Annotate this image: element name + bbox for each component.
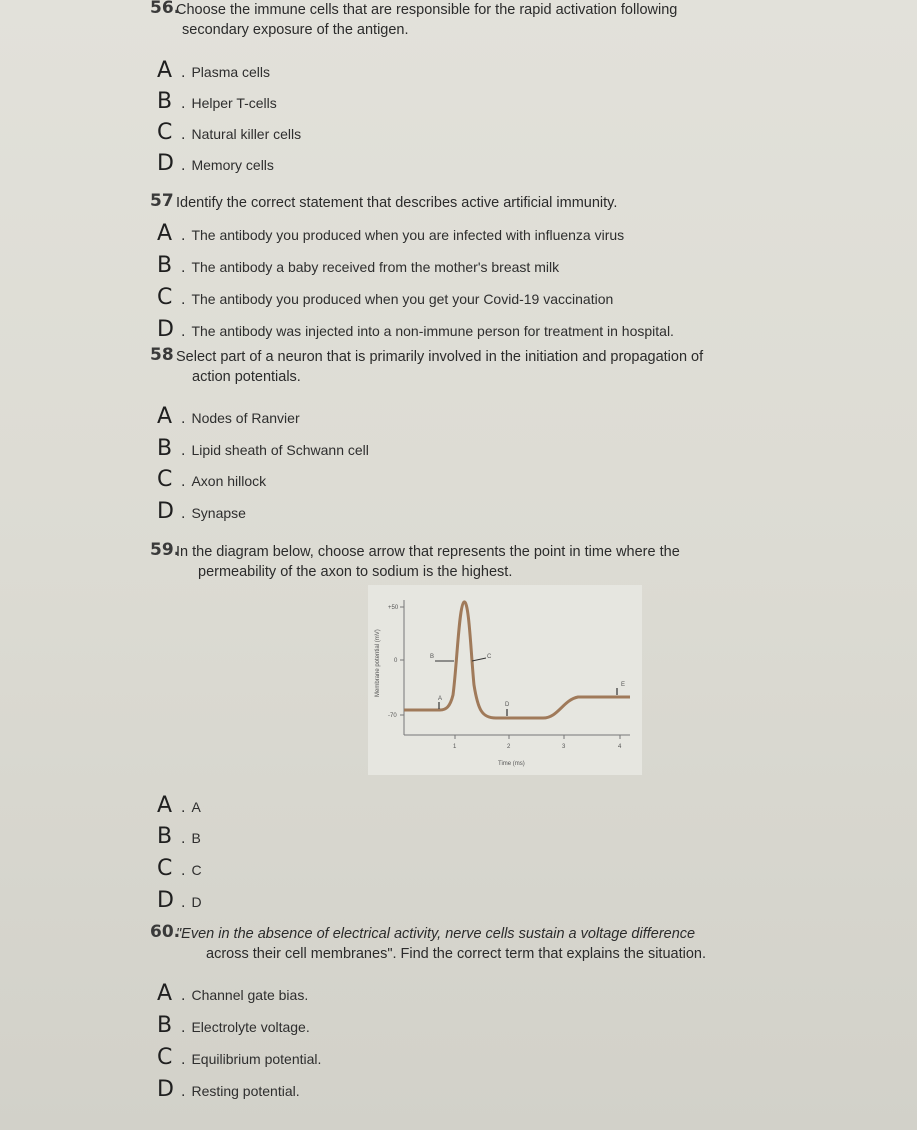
option-text: The antibody a baby received from the mother's breast milk bbox=[191, 259, 560, 275]
option-letter: A bbox=[157, 221, 173, 246]
option-letter: C bbox=[157, 1045, 173, 1070]
option-c[interactable]: C . Natural killer cells bbox=[157, 120, 302, 145]
option-letter: D bbox=[157, 1077, 174, 1102]
question-number: 57 bbox=[150, 191, 174, 211]
option-letter: C bbox=[157, 467, 173, 492]
option-text: Helper T-cells bbox=[191, 95, 277, 111]
option-text: A bbox=[191, 799, 201, 815]
question-stem-line: Choose the immune cells that are responsible for the rapid activation following bbox=[176, 2, 678, 18]
option-a[interactable]: A . The antibody you produced when you are infected with influenza virus bbox=[157, 221, 625, 246]
option-a[interactable]: A . Nodes of Ranvier bbox=[157, 404, 300, 429]
question-60 bbox=[150, 924, 830, 964]
option-text: Equilibrium potential. bbox=[191, 1051, 322, 1067]
option-text: Memory cells bbox=[191, 157, 274, 173]
option-text: Natural killer cells bbox=[191, 126, 302, 142]
option-letter: A bbox=[157, 58, 173, 83]
option-letter: C bbox=[157, 285, 173, 310]
option-d[interactable]: D . Memory cells bbox=[157, 151, 274, 176]
option-letter: D bbox=[157, 317, 174, 342]
question-57 bbox=[150, 193, 830, 213]
y-tick-label: -70 bbox=[388, 713, 397, 719]
y-tick-label: 0 bbox=[394, 658, 398, 664]
option-b[interactable]: B . Electrolyte voltage. bbox=[157, 1013, 310, 1038]
option-letter: D bbox=[157, 499, 174, 524]
point-label-b: B bbox=[430, 654, 435, 660]
option-d[interactable]: D . Synapse bbox=[157, 499, 246, 524]
option-a[interactable]: A . Plasma cells bbox=[157, 58, 271, 83]
question-58 bbox=[150, 347, 830, 387]
option-c[interactable]: C . C bbox=[157, 856, 202, 881]
option-text: The antibody you produced when you are infected with influenza virus bbox=[191, 227, 625, 243]
option-c[interactable]: C . The antibody you produced when you get your Covid-19 vaccination bbox=[157, 285, 614, 310]
y-axis-label: Membrane potential (mV) bbox=[375, 629, 381, 697]
option-letter: B bbox=[157, 253, 173, 278]
x-tick-label: 4 bbox=[618, 744, 622, 750]
option-d[interactable]: D . Resting potential. bbox=[157, 1077, 300, 1102]
option-b[interactable]: B . Lipid sheath of Schwann cell bbox=[157, 436, 369, 461]
option-a[interactable]: A . A bbox=[157, 793, 201, 818]
x-axis-label: Time (ms) bbox=[498, 761, 525, 767]
question-number: 60. bbox=[150, 922, 181, 942]
option-letter: A bbox=[157, 793, 173, 818]
question-stem-line: secondary exposure of the antigen. bbox=[182, 22, 409, 38]
option-text: The antibody you produced when you get your Covid-19 vaccination bbox=[191, 291, 614, 307]
option-a[interactable]: A . Channel gate bias. bbox=[157, 981, 309, 1006]
option-d[interactable]: D . The antibody was injected into a non-immune person for treatment in hospital. bbox=[157, 317, 674, 342]
question-number: 56. bbox=[150, 0, 181, 18]
question-56 bbox=[150, 0, 830, 40]
option-letter: B bbox=[157, 89, 173, 114]
question-stem-line: across their cell membranes". Find the correct term that explains the situation. bbox=[206, 946, 706, 962]
action-potential-graph bbox=[368, 585, 642, 775]
question-stem-line: action potentials. bbox=[192, 369, 301, 385]
question-59 bbox=[150, 542, 830, 582]
option-text: Lipid sheath of Schwann cell bbox=[191, 442, 369, 458]
option-text: Channel gate bias. bbox=[191, 987, 309, 1003]
option-d[interactable]: D . D bbox=[157, 888, 202, 913]
option-letter: A bbox=[157, 404, 173, 429]
option-b[interactable]: B . B bbox=[157, 824, 201, 849]
x-tick-label: 1 bbox=[453, 744, 457, 750]
option-c[interactable]: C . Equilibrium potential. bbox=[157, 1045, 322, 1070]
option-letter: A bbox=[157, 981, 173, 1006]
option-text: Electrolyte voltage. bbox=[191, 1019, 310, 1035]
option-letter: C bbox=[157, 120, 173, 145]
y-tick-label: +50 bbox=[388, 605, 399, 611]
option-b[interactable]: B . Helper T-cells bbox=[157, 89, 277, 114]
option-text: The antibody was injected into a non-immune person for treatment in hospital. bbox=[191, 323, 674, 339]
option-letter: D bbox=[157, 151, 174, 176]
option-text: Nodes of Ranvier bbox=[191, 410, 300, 426]
question-stem-line: "Even in the absence of electrical activity, nerve cells sustain a voltage difference bbox=[176, 926, 696, 942]
option-b[interactable]: B . The antibody a baby received from the mother's breast milk bbox=[157, 253, 560, 278]
point-label-e: E bbox=[621, 682, 626, 688]
option-text: D bbox=[191, 894, 202, 910]
action-potential-diagram bbox=[368, 585, 642, 775]
option-text: C bbox=[191, 862, 202, 878]
option-text: Synapse bbox=[191, 505, 246, 521]
question-number: 59. bbox=[150, 540, 181, 560]
question-stem-line: In the diagram below, choose arrow that represents the point in time where the bbox=[176, 544, 680, 560]
question-stem-line: Identify the correct statement that describes active artificial immunity. bbox=[176, 195, 618, 211]
option-text: Plasma cells bbox=[191, 64, 271, 80]
option-letter: B bbox=[157, 436, 173, 461]
point-label-a: A bbox=[438, 696, 443, 702]
option-c[interactable]: C . Axon hillock bbox=[157, 467, 267, 492]
x-tick-label: 2 bbox=[507, 744, 511, 750]
option-letter: B bbox=[157, 824, 173, 849]
option-text: Resting potential. bbox=[191, 1083, 300, 1099]
question-number: 58 bbox=[150, 345, 174, 365]
question-stem-line: permeability of the axon to sodium is the highest. bbox=[198, 564, 513, 580]
question-stem-line: Select part of a neuron that is primarily involved in the initiation and propagation of bbox=[176, 349, 704, 365]
option-letter: C bbox=[157, 856, 173, 881]
option-letter: B bbox=[157, 1013, 173, 1038]
point-label-c: C bbox=[487, 654, 492, 660]
x-tick-label: 3 bbox=[562, 744, 566, 750]
point-label-d: D bbox=[505, 702, 510, 708]
option-text: B bbox=[191, 830, 201, 846]
option-letter: D bbox=[157, 888, 174, 913]
option-text: Axon hillock bbox=[191, 473, 267, 489]
